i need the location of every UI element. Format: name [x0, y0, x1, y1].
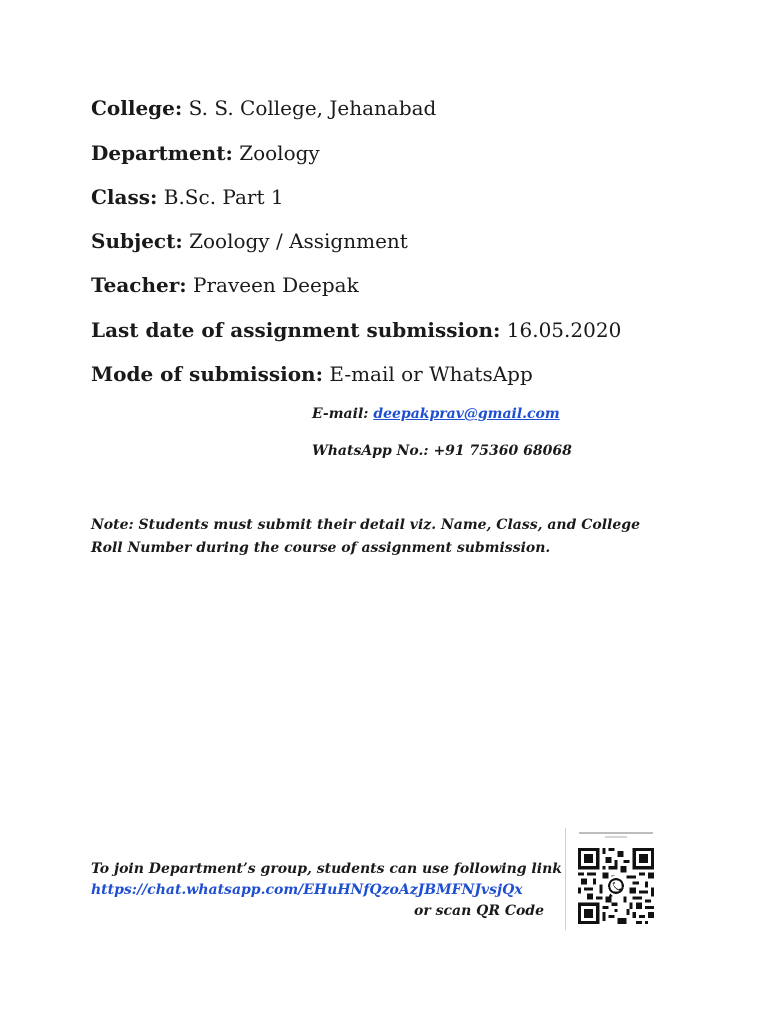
- qr-divider: [565, 828, 566, 930]
- teacher-field: [91, 272, 359, 298]
- department-field: [91, 140, 320, 166]
- college-field: [91, 95, 436, 121]
- email-line: [312, 405, 560, 423]
- department-label: Department:: [91, 141, 233, 165]
- subject-value: Zoology / Assignment: [182, 229, 408, 253]
- submission-note: Note: Students must submit their detail viz. Name, Class, and College Roll Number during the course of assignment submission.: [91, 517, 640, 556]
- teacher-value: Praveen Deepak: [186, 273, 359, 297]
- qr-caption: [575, 830, 657, 840]
- college-value: S. S. College, Jehanabad: [182, 96, 437, 120]
- last-date-value: 16.05.2020: [500, 318, 622, 342]
- class-field: [91, 184, 284, 210]
- college-label: College:: [91, 96, 183, 120]
- class-label: Class:: [91, 185, 158, 209]
- whatsapp-number: WhatsApp No.: +91 75360 68068: [312, 443, 572, 459]
- scan-qr-text: or scan QR Code: [414, 903, 544, 919]
- join-group-text: To join Department’s group, students can use following link: [91, 861, 562, 877]
- whatsapp-qr-code-icon[interactable]: [578, 848, 654, 924]
- email-label: E-mail:: [312, 406, 374, 422]
- last-date-label: Last date of assignment submission:: [91, 318, 501, 342]
- subject-label: Subject:: [91, 229, 183, 253]
- subject-field: [91, 228, 408, 254]
- mode-value: E-mail or WhatsApp: [322, 362, 533, 386]
- department-value: Zoology: [232, 141, 320, 165]
- class-value: B.Sc. Part 1: [157, 185, 284, 209]
- whatsapp-group-link[interactable]: https://chat.whatsapp.com/EHuHNfQzoAzJBMFNJvsjQx: [91, 882, 523, 898]
- last-date-field: [91, 317, 621, 343]
- mode-field: [91, 361, 533, 387]
- mode-label: Mode of submission:: [91, 362, 323, 386]
- teacher-label: Teacher:: [91, 273, 187, 297]
- email-link[interactable]: deepakprav@gmail.com: [373, 406, 560, 422]
